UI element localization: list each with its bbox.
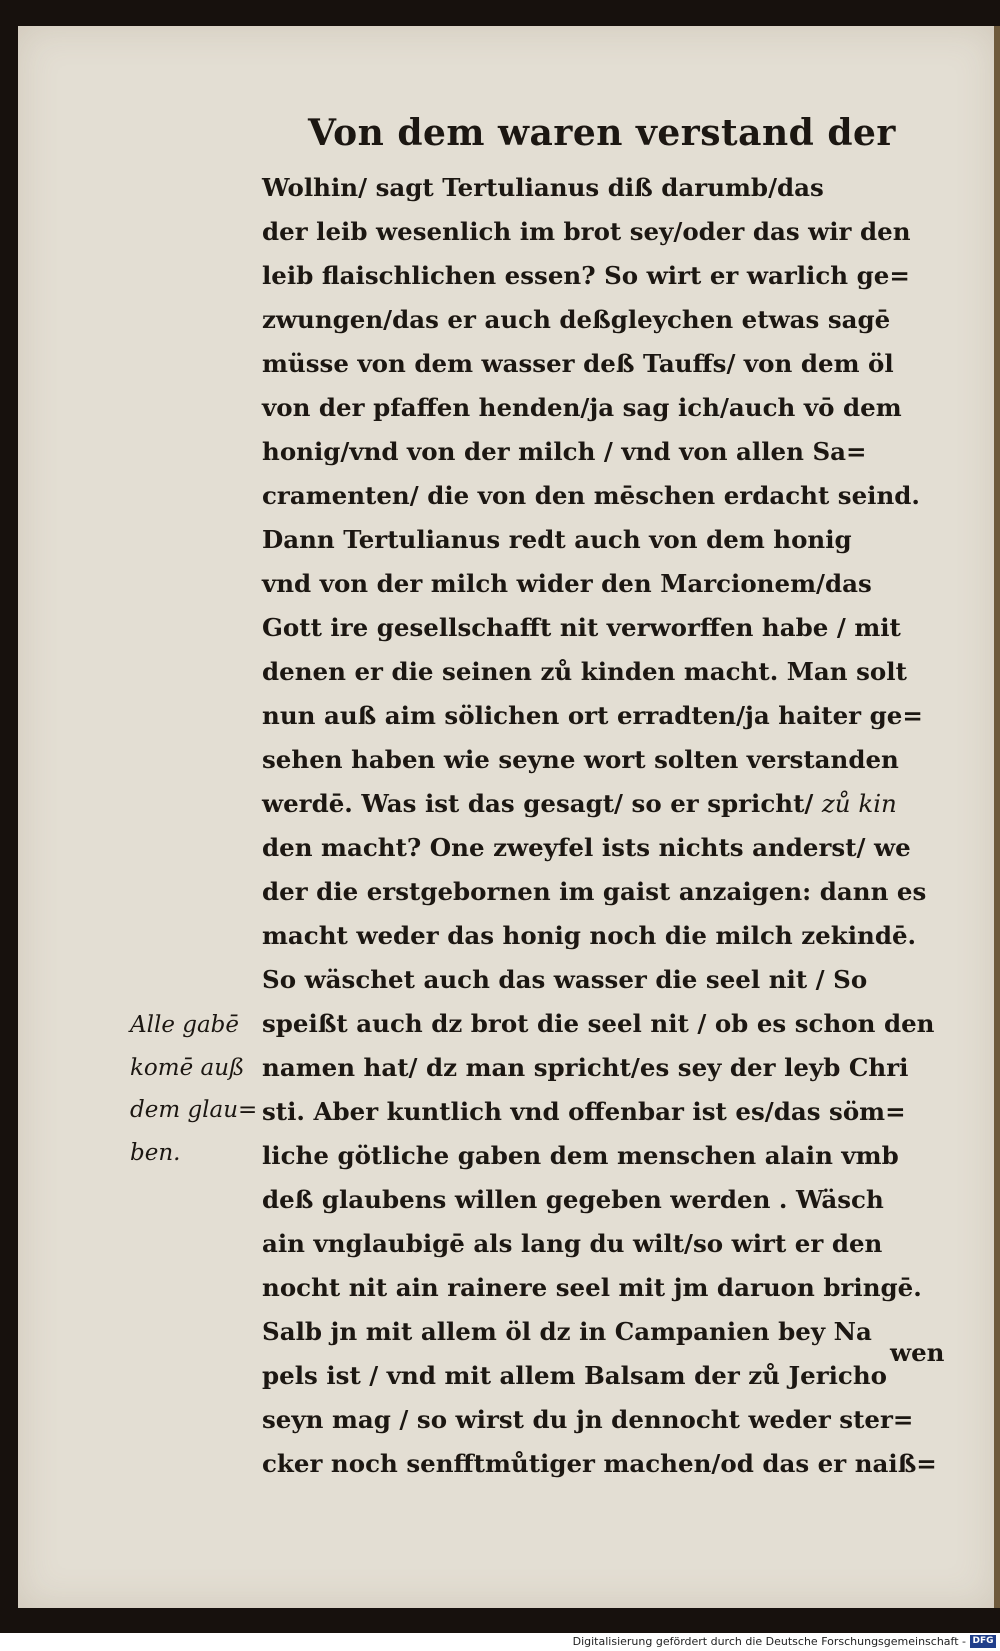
text-line: Salb jn mit allem öl dz in Campanien bey Na bbox=[262, 1317, 872, 1346]
text-line: ain vnglaubigē als lang du wilt/so wirt er den bbox=[262, 1229, 883, 1258]
text-line: liche götliche gaben dem menschen alain vmb bbox=[262, 1141, 899, 1170]
text-line: sehen haben wie seyne wort solten verstanden bbox=[262, 745, 899, 774]
text-line: honig/vnd von der milch / vnd von allen Sa= bbox=[262, 437, 867, 466]
text-line: speißt auch dz brot die seel nit / ob es schon den bbox=[262, 1009, 935, 1038]
text-line: der die erstgebornen im gaist anzaigen: dann es bbox=[262, 877, 927, 906]
margin-note-line: dem glau= bbox=[130, 1097, 258, 1123]
margin-note-line: komē auß bbox=[130, 1054, 245, 1081]
margin-note-line: Alle gabē bbox=[130, 1012, 240, 1038]
text-line: denen er die seinen zů kinden macht. Man solt bbox=[262, 657, 907, 686]
text-line: der leib wesenlich im brot sey/oder das wir den bbox=[262, 217, 911, 246]
text-line: den macht? One zweyfel ists nichts anderst/ we bbox=[262, 833, 911, 862]
text-line: vnd von der milch wider den Marcionem/das bbox=[262, 569, 872, 598]
text-line: nun auß aim sölichen ort erradten/ja haiter ge= bbox=[262, 701, 923, 730]
text-line: Wolhin/ sagt Tertulianus diß darumb/das bbox=[262, 173, 824, 202]
footer-bar bbox=[0, 1633, 1000, 1651]
text-line: Dann Tertulianus redt auch von dem honig bbox=[262, 525, 852, 554]
text-line: nocht nit ain rainere seel mit jm daruon bringē. bbox=[262, 1273, 922, 1302]
margin-note bbox=[130, 1004, 260, 1174]
text-line-main: werdē. Was ist das gesagt/ so er spricht/ bbox=[262, 789, 814, 818]
text-line: Gott ire gesellschafft nit verworffen habe / mit bbox=[262, 613, 901, 642]
text-line: cramenten/ die von den mēschen erdacht seind. bbox=[262, 481, 920, 510]
text-line: seyn mag / so wirst du jn dennocht weder ster= bbox=[262, 1405, 914, 1434]
text-line: von der pfaffen henden/ja sag ich/auch vō dem bbox=[262, 393, 902, 422]
text-line: So wäschet auch das wasser die seel nit / So bbox=[262, 965, 868, 994]
text-line: macht weder das honig noch die milch zekindē. bbox=[262, 921, 917, 950]
text-line bbox=[262, 782, 897, 826]
running-header: Von dem waren verstand der bbox=[308, 112, 896, 154]
text-line: pels ist / vnd mit allem Balsam der zů Jericho bbox=[262, 1361, 887, 1390]
text-line: sti. Aber kuntlich vnd offenbar ist es/das söm= bbox=[262, 1097, 906, 1126]
text-line: leib flaischlichen essen? So wirt er warlich ge= bbox=[262, 261, 910, 290]
text-line: deß glaubens willen gegeben werden . Wäsch bbox=[262, 1185, 884, 1214]
footer-credit: Digitalisierung gefördert durch die Deutsche Forschungsgemeinschaft - bbox=[572, 1635, 966, 1648]
dfg-logo-icon: DFG bbox=[970, 1635, 996, 1648]
catchword: wen bbox=[890, 1338, 945, 1367]
text-line: namen hat/ dz man spricht/es sey der leyb Chri bbox=[262, 1053, 909, 1082]
text-line: müsse von dem wasser deß Tauffs/ von dem öl bbox=[262, 349, 894, 378]
text-line: cker noch senfftmůtiger machen/od das er naiß= bbox=[262, 1449, 937, 1478]
margin-note-line: ben. bbox=[130, 1139, 181, 1166]
text-line: zwungen/das er auch deßgleychen etwas sagē bbox=[262, 305, 891, 334]
page-edge bbox=[994, 26, 1000, 1608]
italic-quote: zů kin bbox=[821, 789, 897, 818]
